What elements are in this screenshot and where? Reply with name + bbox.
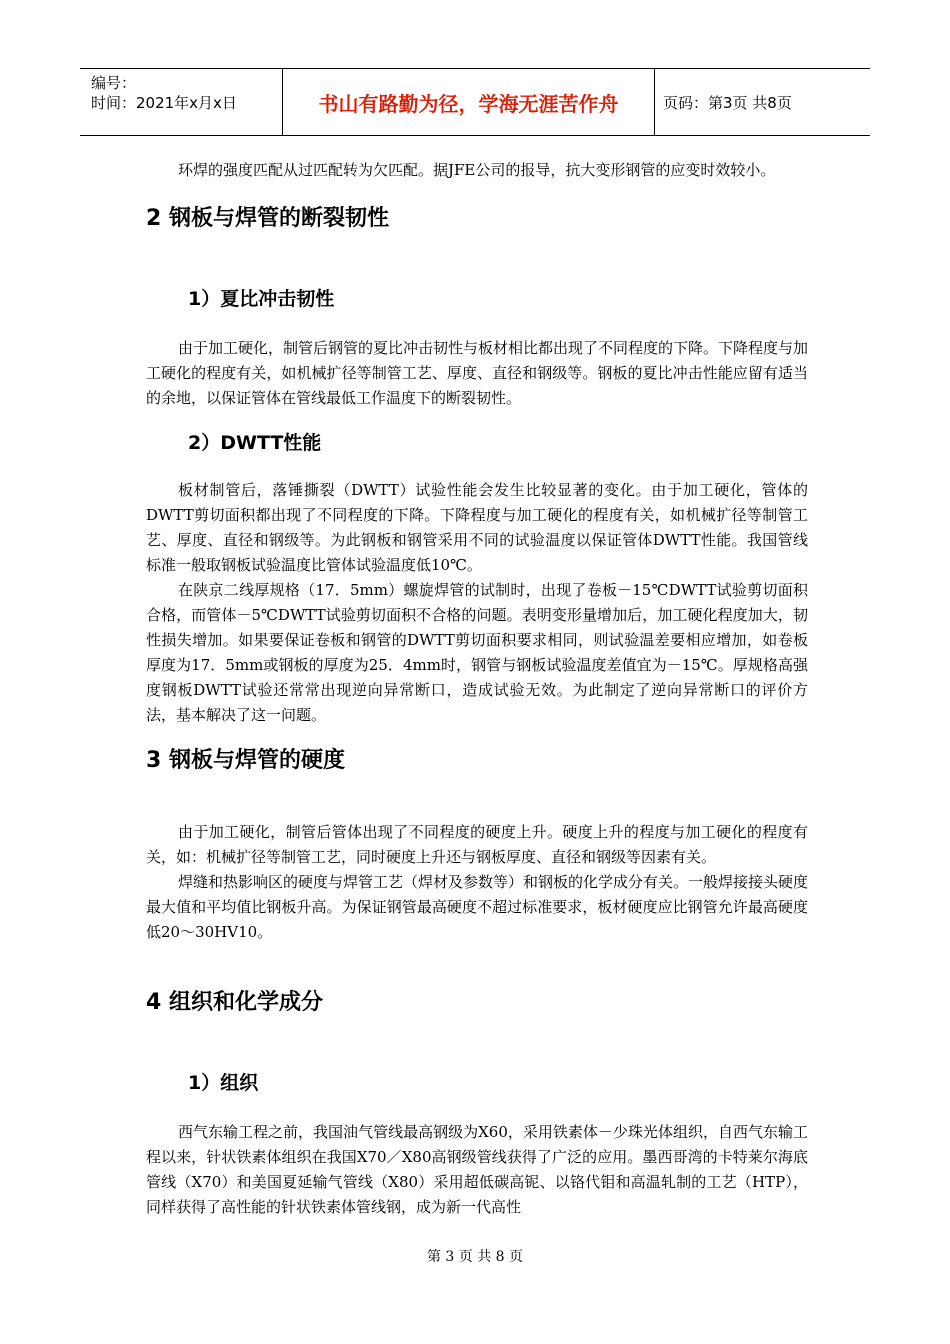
intro-paragraph: 环焊的强度匹配从过匹配转为欠匹配。据JFE公司的报导，抗大变形钢管的应变时效较小。 bbox=[178, 161, 776, 179]
microstructure-paragraph: 西气东输工程之前，我国油气管线最高钢级为X60，采用铁素体－少珠光体组织，自西气东输工程以来，针状铁素体组织在我国X70／X80高钢级管线获得了广泛的应用。墨西哥湾的卡特莱尔海底管线（X70）和美国夏延输气管线（X80）采用超低碳高铌、以铬代钼和高温轧制的工艺（HTP），同样获得了高性能的针状铁素体管线钢，成为新一代高性 bbox=[146, 1123, 808, 1216]
section-4-title: 4 组织和化学成分 bbox=[146, 990, 323, 1015]
subsection-charpy bbox=[146, 286, 808, 312]
dwtt-body bbox=[146, 478, 808, 728]
section-4 bbox=[146, 988, 808, 1018]
header-page-info: 页码：第3页 共8页 bbox=[663, 93, 792, 112]
section-2 bbox=[146, 204, 808, 234]
page-footer: 第 3 页 共 8 页 bbox=[426, 1249, 524, 1265]
charpy-body bbox=[146, 336, 808, 411]
number-label: 编号： bbox=[91, 74, 137, 92]
subsection-dwtt-title: 2）DWTT性能 bbox=[188, 432, 322, 454]
section-3-title: 3 钢板与焊管的硬度 bbox=[146, 748, 345, 773]
subsection-charpy-title: 1）夏比冲击韧性 bbox=[188, 288, 335, 310]
subsection-dwtt bbox=[146, 430, 808, 456]
page-header bbox=[80, 68, 870, 136]
header-meta bbox=[80, 69, 283, 135]
header-motto: 书山有路勤为径，学海无涯苦作舟 bbox=[283, 69, 655, 135]
subsection-microstructure bbox=[146, 1070, 808, 1096]
hardness-paragraph-1: 由于加工硬化，制管后管体出现了不同程度的硬度上升。硬度上升的程度与加工硬化的程度有关，如：机械扩径等制管工艺，同时硬度上升还与钢板厚度、直径和钢级等因素有关。 bbox=[146, 823, 808, 866]
hardness-paragraph-2: 焊缝和热影响区的硬度与焊管工艺（焊材及参数等）和钢板的化学成分有关。一般焊接接头硬度最大值和平均值比钢板升高。为保证钢管最高硬度不超过标准要求，板材硬度应比钢管允许最高硬度低20～30HV10。 bbox=[146, 873, 809, 941]
charpy-paragraph: 由于加工硬化，制管后钢管的夏比冲击韧性与板材相比都出现了不同程度的下降。下降程度与加工硬化的程度有关，如机械扩径等制管工艺、厚度、直径和钢级等。钢板的夏比冲击性能应留有适当的余地，以保证管体在管线最低工作温度下的断裂韧性。 bbox=[146, 339, 809, 407]
microstructure-body bbox=[146, 1120, 808, 1220]
date-label: 时间：2021年x月x日 bbox=[91, 94, 237, 112]
section-3 bbox=[146, 746, 808, 776]
dwtt-paragraph-1: 板材制管后，落锤撕裂（DWTT）试验性能会发生比较显著的变化。由于加工硬化，管体的DWTT剪切面积都出现了不同程度的下降。下降程度与加工硬化的程度有关，如机械扩径等制管工艺、厚度、直径和钢级等。为此钢板和钢管采用不同的试验温度以保证管体DWTT性能。我国管线标准一般取钢板试验温度比管体试验温度低10℃。 bbox=[146, 481, 808, 574]
subsection-microstructure-title: 1）组织 bbox=[188, 1072, 259, 1094]
section-2-title: 2 钢板与焊管的断裂韧性 bbox=[146, 206, 389, 231]
dwtt-paragraph-2: 在陕京二线厚规格（17．5mm）螺旋焊管的试制时，出现了卷板－15℃DWTT试验剪切面积合格，而管体－5℃DWTT试验剪切面积不合格的问题。表明变形量增加后，加工硬化程度加大，韧性损失增加。如果要保证卷板和钢管的DWTT剪切面积要求相同，则试验温差要相应增加，如卷板厚度为17．5mm或钢板的厚度为25．4mm时，钢管与钢板试验温度差值宜为－15℃。厚规格高强度钢板DWTT试验还常常出现逆向异常断口，造成试验无效。为此制定了逆向异常断口的评价方法，基本解决了这一问题。 bbox=[146, 581, 808, 724]
hardness-body bbox=[146, 820, 808, 945]
document-body bbox=[146, 158, 808, 183]
